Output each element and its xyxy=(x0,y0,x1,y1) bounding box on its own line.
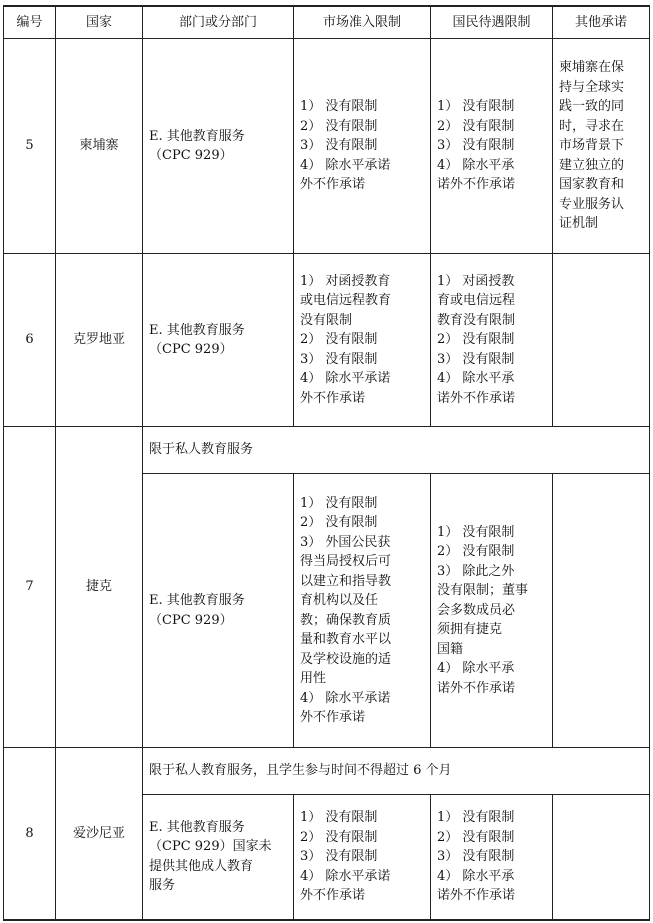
market-line: 育机构以及任 xyxy=(300,593,379,608)
market-line: 及学校设施的适 xyxy=(300,651,392,667)
national-line: 2） 没有限制 xyxy=(437,544,515,560)
market-line: 3） 没有限制 xyxy=(300,849,378,864)
market-line: 2） 没有限制 xyxy=(300,332,378,348)
market-line: 用性 xyxy=(300,671,327,686)
other-line: 践一致的同 xyxy=(559,99,625,115)
other-line: 市场背景下 xyxy=(559,138,625,154)
national-line: 4） 除水平承 xyxy=(437,157,515,173)
sector-line: 服务 xyxy=(149,878,176,894)
national-line: 3） 除此之外 xyxy=(437,563,515,579)
table-row xyxy=(4,39,650,254)
sector-line: E. 其他教育服务 xyxy=(149,128,245,144)
national-line: 1） 没有限制 xyxy=(437,810,515,825)
market-line: 4） 除水平承诺 xyxy=(300,157,391,173)
other-line: 建立独立的 xyxy=(559,157,625,173)
commitments-table xyxy=(3,5,650,921)
other-line: 证机制 xyxy=(559,216,599,232)
market-access-cell xyxy=(294,474,431,748)
national-line: 诺外不作承诺 xyxy=(437,390,516,406)
national-line: 没有限制；董事 xyxy=(437,583,529,599)
market-line: 外不作承诺 xyxy=(300,390,366,406)
row-country: 克罗地亚 xyxy=(56,254,143,427)
market-line: 得当局授权后可 xyxy=(300,554,392,569)
national-line: 3） 没有限制 xyxy=(437,849,515,864)
header-number: 编号 xyxy=(4,6,56,39)
scope-note: 限于私人教育服务 xyxy=(143,427,650,474)
other-line: 国家教育和 xyxy=(559,177,625,193)
header-market-access: 市场准入限制 xyxy=(294,6,431,39)
market-line: 1） 对函授教育 xyxy=(300,273,391,289)
market-line: 1） 没有限制 xyxy=(300,810,378,825)
other-line: 持与全球实 xyxy=(559,79,625,95)
national-line: 2） 没有限制 xyxy=(437,332,515,348)
table-row xyxy=(4,748,650,795)
national-line: 1） 没有限制 xyxy=(437,524,515,540)
header-national-treatment: 国民待遇限制 xyxy=(431,6,553,39)
national-treatment-cell xyxy=(431,39,553,254)
other-commitments-cell xyxy=(553,795,650,920)
row-country: 爱沙尼亚 xyxy=(56,748,143,920)
national-treatment-cell xyxy=(431,474,553,748)
market-line: 以建立和指导教 xyxy=(300,573,392,589)
national-line: 3） 没有限制 xyxy=(437,351,515,367)
national-line: 国籍 xyxy=(437,641,464,657)
sector-line: 提供其他成人教育 xyxy=(149,858,254,874)
national-line: 3） 没有限制 xyxy=(437,138,515,154)
national-treatment-cell xyxy=(431,254,553,427)
market-access-cell xyxy=(294,795,431,920)
national-line: 须拥有捷克 xyxy=(437,622,503,638)
other-commitments-cell xyxy=(553,39,650,254)
market-line: 2） 没有限制 xyxy=(300,515,378,530)
row-number: 6 xyxy=(4,254,56,427)
national-line: 会多数成员必 xyxy=(437,602,516,618)
header-country: 国家 xyxy=(56,6,143,39)
national-line: 育或电信远程 xyxy=(437,293,516,309)
market-line: 3） 没有限制 xyxy=(300,351,378,367)
other-line: 专业服务认 xyxy=(559,196,625,212)
sector-line: E. 其他教育服务 xyxy=(149,819,245,835)
header-sector: 部门或分部门 xyxy=(143,6,294,39)
sector-line: （CPC 929） xyxy=(149,148,233,163)
national-line: 2） 没有限制 xyxy=(437,118,515,134)
market-line: 3） 没有限制 xyxy=(300,138,378,154)
national-line: 教育没有限制 xyxy=(437,312,516,328)
market-line: 1） 没有限制 xyxy=(300,99,378,115)
market-line: 教；确保教育质 xyxy=(300,612,392,628)
row-country: 柬埔寨 xyxy=(56,39,143,254)
other-commitments-cell xyxy=(553,254,650,427)
market-line: 3） 外国公民获 xyxy=(300,534,391,550)
national-line: 诺外不作承诺 xyxy=(437,680,516,696)
market-line: 4） 除水平承诺 xyxy=(300,868,391,884)
scope-note: 限于私人教育服务，且学生参与时间不得超过 6 个月 xyxy=(143,748,650,795)
header-row xyxy=(4,6,650,39)
national-line: 1） 对函授教 xyxy=(437,273,515,289)
sector-line: E. 其他教育服务 xyxy=(149,322,245,338)
market-access-cell xyxy=(294,254,431,427)
national-line: 4） 除水平承 xyxy=(437,868,515,884)
market-line: 2） 没有限制 xyxy=(300,118,378,134)
sector-cell xyxy=(143,474,294,748)
market-line: 2） 没有限制 xyxy=(300,829,378,845)
header-other-commitments: 其他承诺 xyxy=(553,6,650,39)
other-line: 时，寻求在 xyxy=(559,118,625,134)
other-commitments-cell xyxy=(553,474,650,748)
market-line: 外不作承诺 xyxy=(300,710,366,725)
market-line: 4） 除水平承诺 xyxy=(300,371,391,387)
national-treatment-cell xyxy=(431,795,553,920)
sector-line: （CPC 929） xyxy=(149,342,233,357)
national-line: 4） 除水平承 xyxy=(437,661,515,677)
market-line: 1） 没有限制 xyxy=(300,495,378,511)
row-number: 7 xyxy=(4,427,56,748)
market-line: 外不作承诺 xyxy=(300,177,366,193)
table-row xyxy=(4,427,650,474)
national-line: 2） 没有限制 xyxy=(437,829,515,845)
national-line: 诺外不作承诺 xyxy=(437,177,516,193)
other-line: 柬埔寨在保 xyxy=(559,60,625,76)
sector-line: （CPC 929）国家未 xyxy=(149,839,272,855)
market-access-cell xyxy=(294,39,431,254)
sector-line: E. 其他教育服务 xyxy=(149,593,245,608)
sector-cell xyxy=(143,254,294,427)
market-line: 或电信远程教育 xyxy=(300,293,392,309)
national-line: 1） 没有限制 xyxy=(437,99,515,115)
sector-cell xyxy=(143,39,294,254)
table-row xyxy=(4,254,650,427)
row-number: 5 xyxy=(4,39,56,254)
national-line: 诺外不作承诺 xyxy=(437,888,516,903)
row-country: 捷克 xyxy=(56,427,143,748)
row-number: 8 xyxy=(4,748,56,920)
national-line: 4） 除水平承 xyxy=(437,371,515,387)
market-line: 没有限制 xyxy=(300,312,353,328)
market-line: 外不作承诺 xyxy=(300,888,366,903)
market-line: 量和教育水平以 xyxy=(300,632,392,647)
market-line: 4） 除水平承诺 xyxy=(300,690,391,706)
sector-line: （CPC 929） xyxy=(149,612,233,628)
sector-cell xyxy=(143,795,294,920)
